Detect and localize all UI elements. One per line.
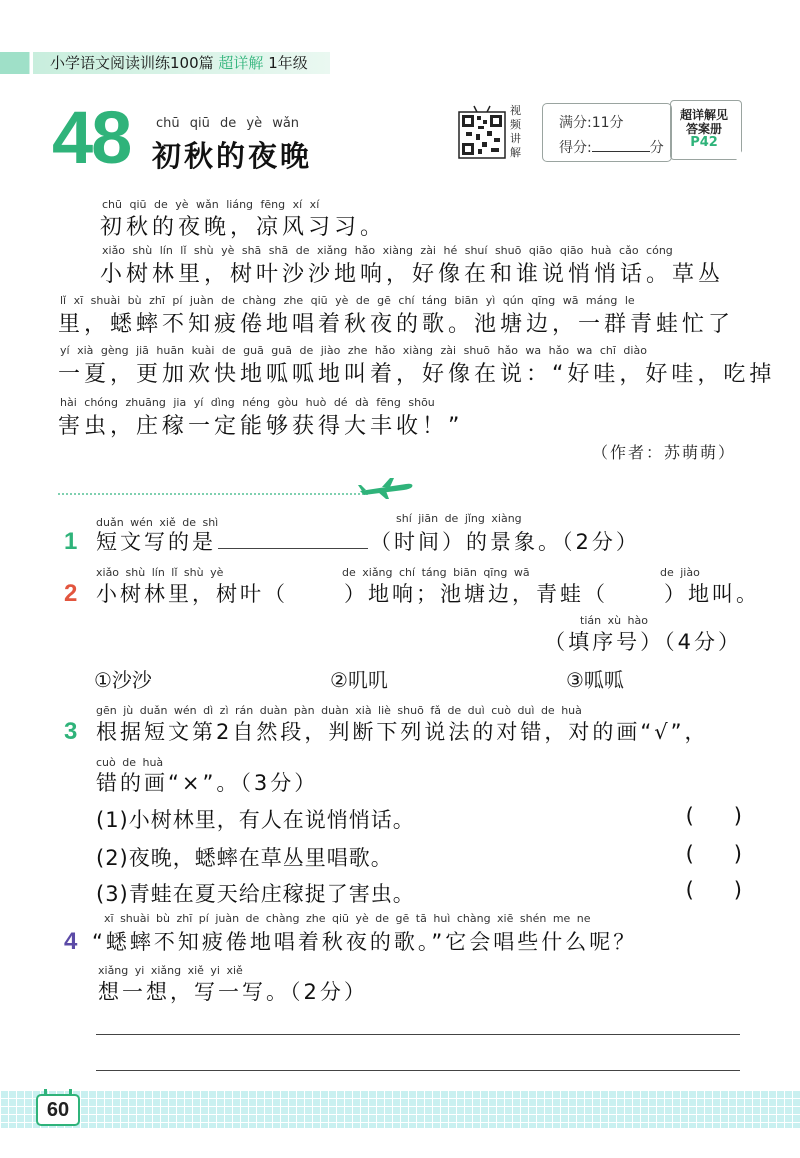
- score-box: [542, 103, 672, 162]
- obtained-score[interactable]: 得分: 分: [559, 140, 664, 156]
- page-number: 60: [36, 1094, 80, 1126]
- qr-label: 视频讲解: [510, 104, 521, 159]
- question-2-text: 小树林里，树叶（ ）地响；池塘边，青蛙（ ）地叫。: [96, 582, 760, 606]
- question-pinyin: gēn jù duǎn wén dì zì rán duàn pàn duàn xià liè shuō fǎ de duì cuò duì de huà: [96, 704, 582, 717]
- full-score: 满分:11分: [559, 115, 624, 131]
- series-highlight: 超详解: [218, 54, 264, 72]
- passage-line: 害虫，庄稼一定能够获得大丰收！”: [58, 414, 464, 439]
- question-3-text: 错的画“×”。（3分）: [96, 771, 319, 795]
- passage-line: 一夏，更加欢快地呱呱地叫着，好像在说：“好哇，好哇，吃掉: [58, 362, 776, 387]
- passage-pinyin-line: hài chóng zhuāng jia yí dìng néng gòu huò dé dà fēng shōu: [60, 396, 435, 409]
- passage-pinyin-line: chū qiū de yè wǎn liáng fēng xí xí: [102, 198, 320, 211]
- series-title: 小学语文阅读训练100篇: [50, 54, 214, 72]
- question-number: 1: [64, 528, 78, 555]
- writing-line[interactable]: [96, 1070, 740, 1071]
- lesson-title: 初秋的夜晚: [152, 139, 313, 173]
- passage-line: 初秋的夜晚，凉风习习。: [100, 215, 387, 240]
- question-number: 2: [64, 580, 78, 607]
- qr-code-icon[interactable]: [458, 104, 506, 160]
- question-number: 3: [64, 718, 78, 745]
- question-number: 4: [64, 928, 78, 955]
- passage-line: 小树林里，树叶沙沙地响，好像在和谁说悄悄话。草丛: [100, 262, 725, 287]
- answer-reference: 超详解见 答案册 P42: [676, 108, 732, 150]
- question-pinyin: xiǎng yi xiǎng xiě yi xiě: [98, 964, 243, 977]
- question-1-text: 短文写的是 （时间）的景象。（2分）: [96, 530, 640, 554]
- judge-answer-2[interactable]: ( ): [685, 842, 742, 866]
- footer-band: [0, 1090, 800, 1128]
- question-pinyin: xiǎo shù lín lǐ shù yè: [96, 566, 224, 579]
- airplane-icon: [356, 476, 416, 500]
- question-pinyin: xī shuài bù zhī pí juàn de chàng zhe qiū yè de gē tā huì chàng xiē shén me ne: [104, 912, 591, 925]
- header-title: [50, 52, 308, 74]
- question-pinyin: shí jiān de jǐng xiàng: [396, 512, 522, 525]
- option-3: ③呱呱: [566, 668, 624, 692]
- question-pinyin: de jiào: [660, 566, 700, 579]
- question-pinyin: tián xù hào: [580, 614, 648, 627]
- passage-pinyin-line: lǐ xī shuài bù zhī pí juàn de chàng zhe qiū yè de gē chí táng biān yì qún qīng wā máng le: [60, 294, 635, 307]
- answer-blank[interactable]: [218, 529, 368, 549]
- writing-line[interactable]: [96, 1034, 740, 1035]
- question-4-text: “蟋蟀不知疲倦地唱着秋夜的歌。”它会唱些什么呢？: [92, 930, 638, 954]
- lesson-number: 48: [52, 96, 131, 179]
- question-2-instruction: （填序号）（4分）: [544, 630, 742, 654]
- judge-answer-1[interactable]: ( ): [685, 804, 742, 828]
- question-pinyin: de xiǎng chí táng biān qīng wā: [342, 566, 530, 579]
- section-divider: [58, 493, 368, 495]
- question-3-text: 根据短文第2自然段，判断下列说法的对错，对的画“√”，: [96, 720, 709, 744]
- title-pinyin: chū qiū de yè wǎn: [156, 116, 300, 131]
- question-pinyin: duǎn wén xiě de shì: [96, 516, 219, 529]
- question-pinyin: cuò de huà: [96, 756, 164, 769]
- author: （作者：苏萌萌）: [591, 443, 736, 462]
- option-1: ①沙沙: [94, 668, 152, 692]
- judge-item-1: (1)小树林里，有人在说悄悄话。: [96, 808, 415, 832]
- judge-item-3: (3)青蛙在夏天给庄稼捉了害虫。: [96, 882, 415, 906]
- question-4-text: 想一想，写一写。（2分）: [98, 980, 368, 1004]
- passage-line: 里，蟋蟀不知疲倦地唱着秋夜的歌。池塘边，一群青蛙忙了: [58, 312, 735, 337]
- judge-item-2: (2)夜晚，蟋蟀在草丛里唱歌。: [96, 846, 393, 870]
- grade-label: 1年级: [268, 54, 308, 72]
- passage-pinyin-line: yí xià gèng jiā huān kuài de guā guā de jiào zhe hǎo xiàng zài shuō hǎo wa hǎo wa chī diào: [60, 344, 647, 357]
- option-2: ②叽叽: [330, 668, 388, 692]
- judge-answer-3[interactable]: ( ): [685, 878, 742, 902]
- passage-pinyin-line: xiǎo shù lín lǐ shù yè shā shā de xiǎng hǎo xiàng zài hé shuí shuō qiāo qiāo huà cǎo cóng: [102, 244, 673, 257]
